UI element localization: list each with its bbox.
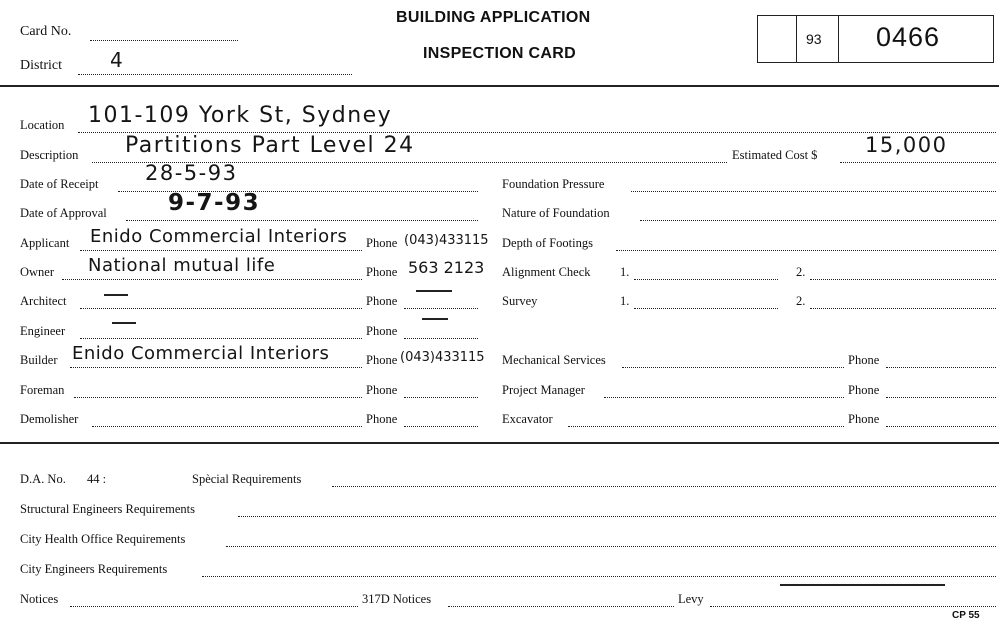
builder-phone-value: (043)433115 — [400, 350, 485, 365]
survey-field-2[interactable] — [810, 308, 996, 309]
project-manager-phone-label: Phone — [848, 383, 880, 397]
special-requirements-label: Spècial Requirements — [192, 472, 302, 486]
location-label: Location — [20, 118, 65, 132]
da-no-value: 44 : — [87, 472, 107, 486]
card-number: 0466 — [876, 22, 941, 52]
special-requirements-field[interactable] — [332, 486, 996, 487]
survey-num2: 2. — [796, 294, 806, 308]
description-label: Description — [20, 148, 79, 162]
engineer-phone-dash — [422, 318, 448, 320]
date-receipt-label: Date of Receipt — [20, 177, 99, 191]
demolisher-label: Demolisher — [20, 412, 79, 426]
engineer-phone-label: Phone — [366, 324, 398, 338]
foreman-phone-label: Phone — [366, 383, 398, 397]
health-requirements-field[interactable] — [226, 546, 996, 547]
depth-footings-field[interactable] — [616, 250, 996, 251]
applicant-label: Applicant — [20, 236, 70, 250]
project-manager-field[interactable] — [604, 397, 844, 398]
district-field[interactable] — [78, 74, 352, 75]
district-value: 4 — [110, 48, 125, 72]
foreman-phone-field[interactable] — [404, 397, 478, 398]
levy-label: Levy — [678, 592, 704, 606]
alignment-check-label: Alignment Check — [502, 265, 591, 279]
project-manager-label: Project Manager — [502, 383, 585, 397]
engineer-field[interactable] — [80, 338, 362, 339]
card-number-box — [757, 15, 994, 63]
header-divider — [0, 85, 999, 87]
applicant-phone-label: Phone — [366, 236, 398, 250]
location-value: 101-109 York St, Sydney — [88, 103, 393, 128]
survey-label: Survey — [502, 294, 538, 308]
owner-phone-value: 563 2123 — [408, 258, 485, 277]
card-no-field[interactable] — [90, 40, 238, 41]
notices-label: Notices — [20, 592, 59, 606]
mechanical-phone-field[interactable] — [886, 367, 996, 368]
excavator-phone-field[interactable] — [886, 426, 996, 427]
demolisher-field[interactable] — [92, 426, 362, 427]
excavator-phone-label: Phone — [848, 412, 880, 426]
form-code: CP 55 — [952, 610, 980, 621]
foreman-field[interactable] — [74, 397, 362, 398]
builder-value: Enido Commercial Interiors — [72, 343, 330, 364]
builder-field[interactable] — [70, 367, 362, 368]
card-prefix: 93 — [806, 31, 822, 47]
estimated-cost-value: 15,000 — [865, 133, 948, 157]
survey-num1: 1. — [620, 294, 630, 308]
applicant-phone-value: (043)433115 — [404, 233, 489, 248]
builder-phone-label: Phone — [366, 353, 398, 367]
da-no-label: D.A. No. — [20, 472, 66, 486]
health-requirements-label: City Health Office Requirements — [20, 532, 186, 546]
description-value: Partitions Part Level 24 — [125, 133, 415, 158]
depth-footings-label: Depth of Footings — [502, 236, 593, 250]
details-divider — [0, 442, 999, 444]
excavator-label: Excavator — [502, 412, 553, 426]
demolisher-phone-label: Phone — [366, 412, 398, 426]
city-engineers-label: City Engineers Requirements — [20, 562, 168, 576]
date-receipt-value: 28-5-93 — [145, 161, 238, 185]
alignment-check-field-2[interactable] — [810, 279, 996, 280]
architect-phone-dash — [416, 290, 452, 292]
date-approval-field[interactable] — [126, 220, 478, 221]
district-label: District — [20, 58, 62, 73]
foundation-pressure-field[interactable] — [631, 191, 996, 192]
nature-foundation-label: Nature of Foundation — [502, 206, 610, 220]
engineer-phone-field[interactable] — [404, 338, 478, 339]
mechanical-field[interactable] — [622, 367, 844, 368]
owner-label: Owner — [20, 265, 55, 279]
architect-phone-label: Phone — [366, 294, 398, 308]
builder-label: Builder — [20, 353, 58, 367]
alignment-check-field-1[interactable] — [634, 279, 778, 280]
engineer-dash — [112, 322, 136, 324]
date-approval-value: 9-7-93 — [168, 190, 261, 216]
architect-field[interactable] — [80, 308, 362, 309]
architect-dash — [104, 294, 128, 296]
mechanical-label: Mechanical Services — [502, 353, 606, 367]
applicant-field[interactable] — [80, 250, 362, 251]
structural-requirements-label: Structural Engineers Requirements — [20, 502, 195, 516]
owner-field[interactable] — [62, 279, 362, 280]
notices-317d-field[interactable] — [448, 606, 674, 607]
mechanical-phone-label: Phone — [848, 353, 880, 367]
title-line1: BUILDING APPLICATION — [396, 9, 591, 26]
architect-label: Architect — [20, 294, 67, 308]
estimated-cost-label: Estimated Cost $ — [732, 148, 818, 162]
demolisher-phone-field[interactable] — [404, 426, 478, 427]
architect-phone-field[interactable] — [404, 308, 478, 309]
notices-317d-label: 317D Notices — [362, 592, 432, 606]
estimated-cost-field[interactable] — [840, 162, 996, 163]
levy-handwritten-line — [780, 584, 945, 586]
foreman-label: Foreman — [20, 383, 65, 397]
survey-field-1[interactable] — [634, 308, 778, 309]
alignment-num1: 1. — [620, 265, 630, 279]
card-no-label: Card No. — [20, 24, 72, 39]
title-line2: INSPECTION CARD — [423, 45, 576, 62]
owner-value: National mutual life — [88, 255, 276, 276]
date-approval-label: Date of Approval — [20, 206, 107, 220]
nature-foundation-field[interactable] — [640, 220, 996, 221]
notices-field[interactable] — [70, 606, 358, 607]
excavator-field[interactable] — [568, 426, 844, 427]
project-manager-phone-field[interactable] — [886, 397, 996, 398]
applicant-value: Enido Commercial Interiors — [90, 226, 348, 247]
alignment-num2: 2. — [796, 265, 806, 279]
levy-field[interactable] — [710, 606, 996, 607]
city-engineers-field[interactable] — [202, 576, 996, 577]
foundation-pressure-label: Foundation Pressure — [502, 177, 605, 191]
owner-phone-label: Phone — [366, 265, 398, 279]
engineer-label: Engineer — [20, 324, 66, 338]
structural-requirements-field[interactable] — [238, 516, 996, 517]
